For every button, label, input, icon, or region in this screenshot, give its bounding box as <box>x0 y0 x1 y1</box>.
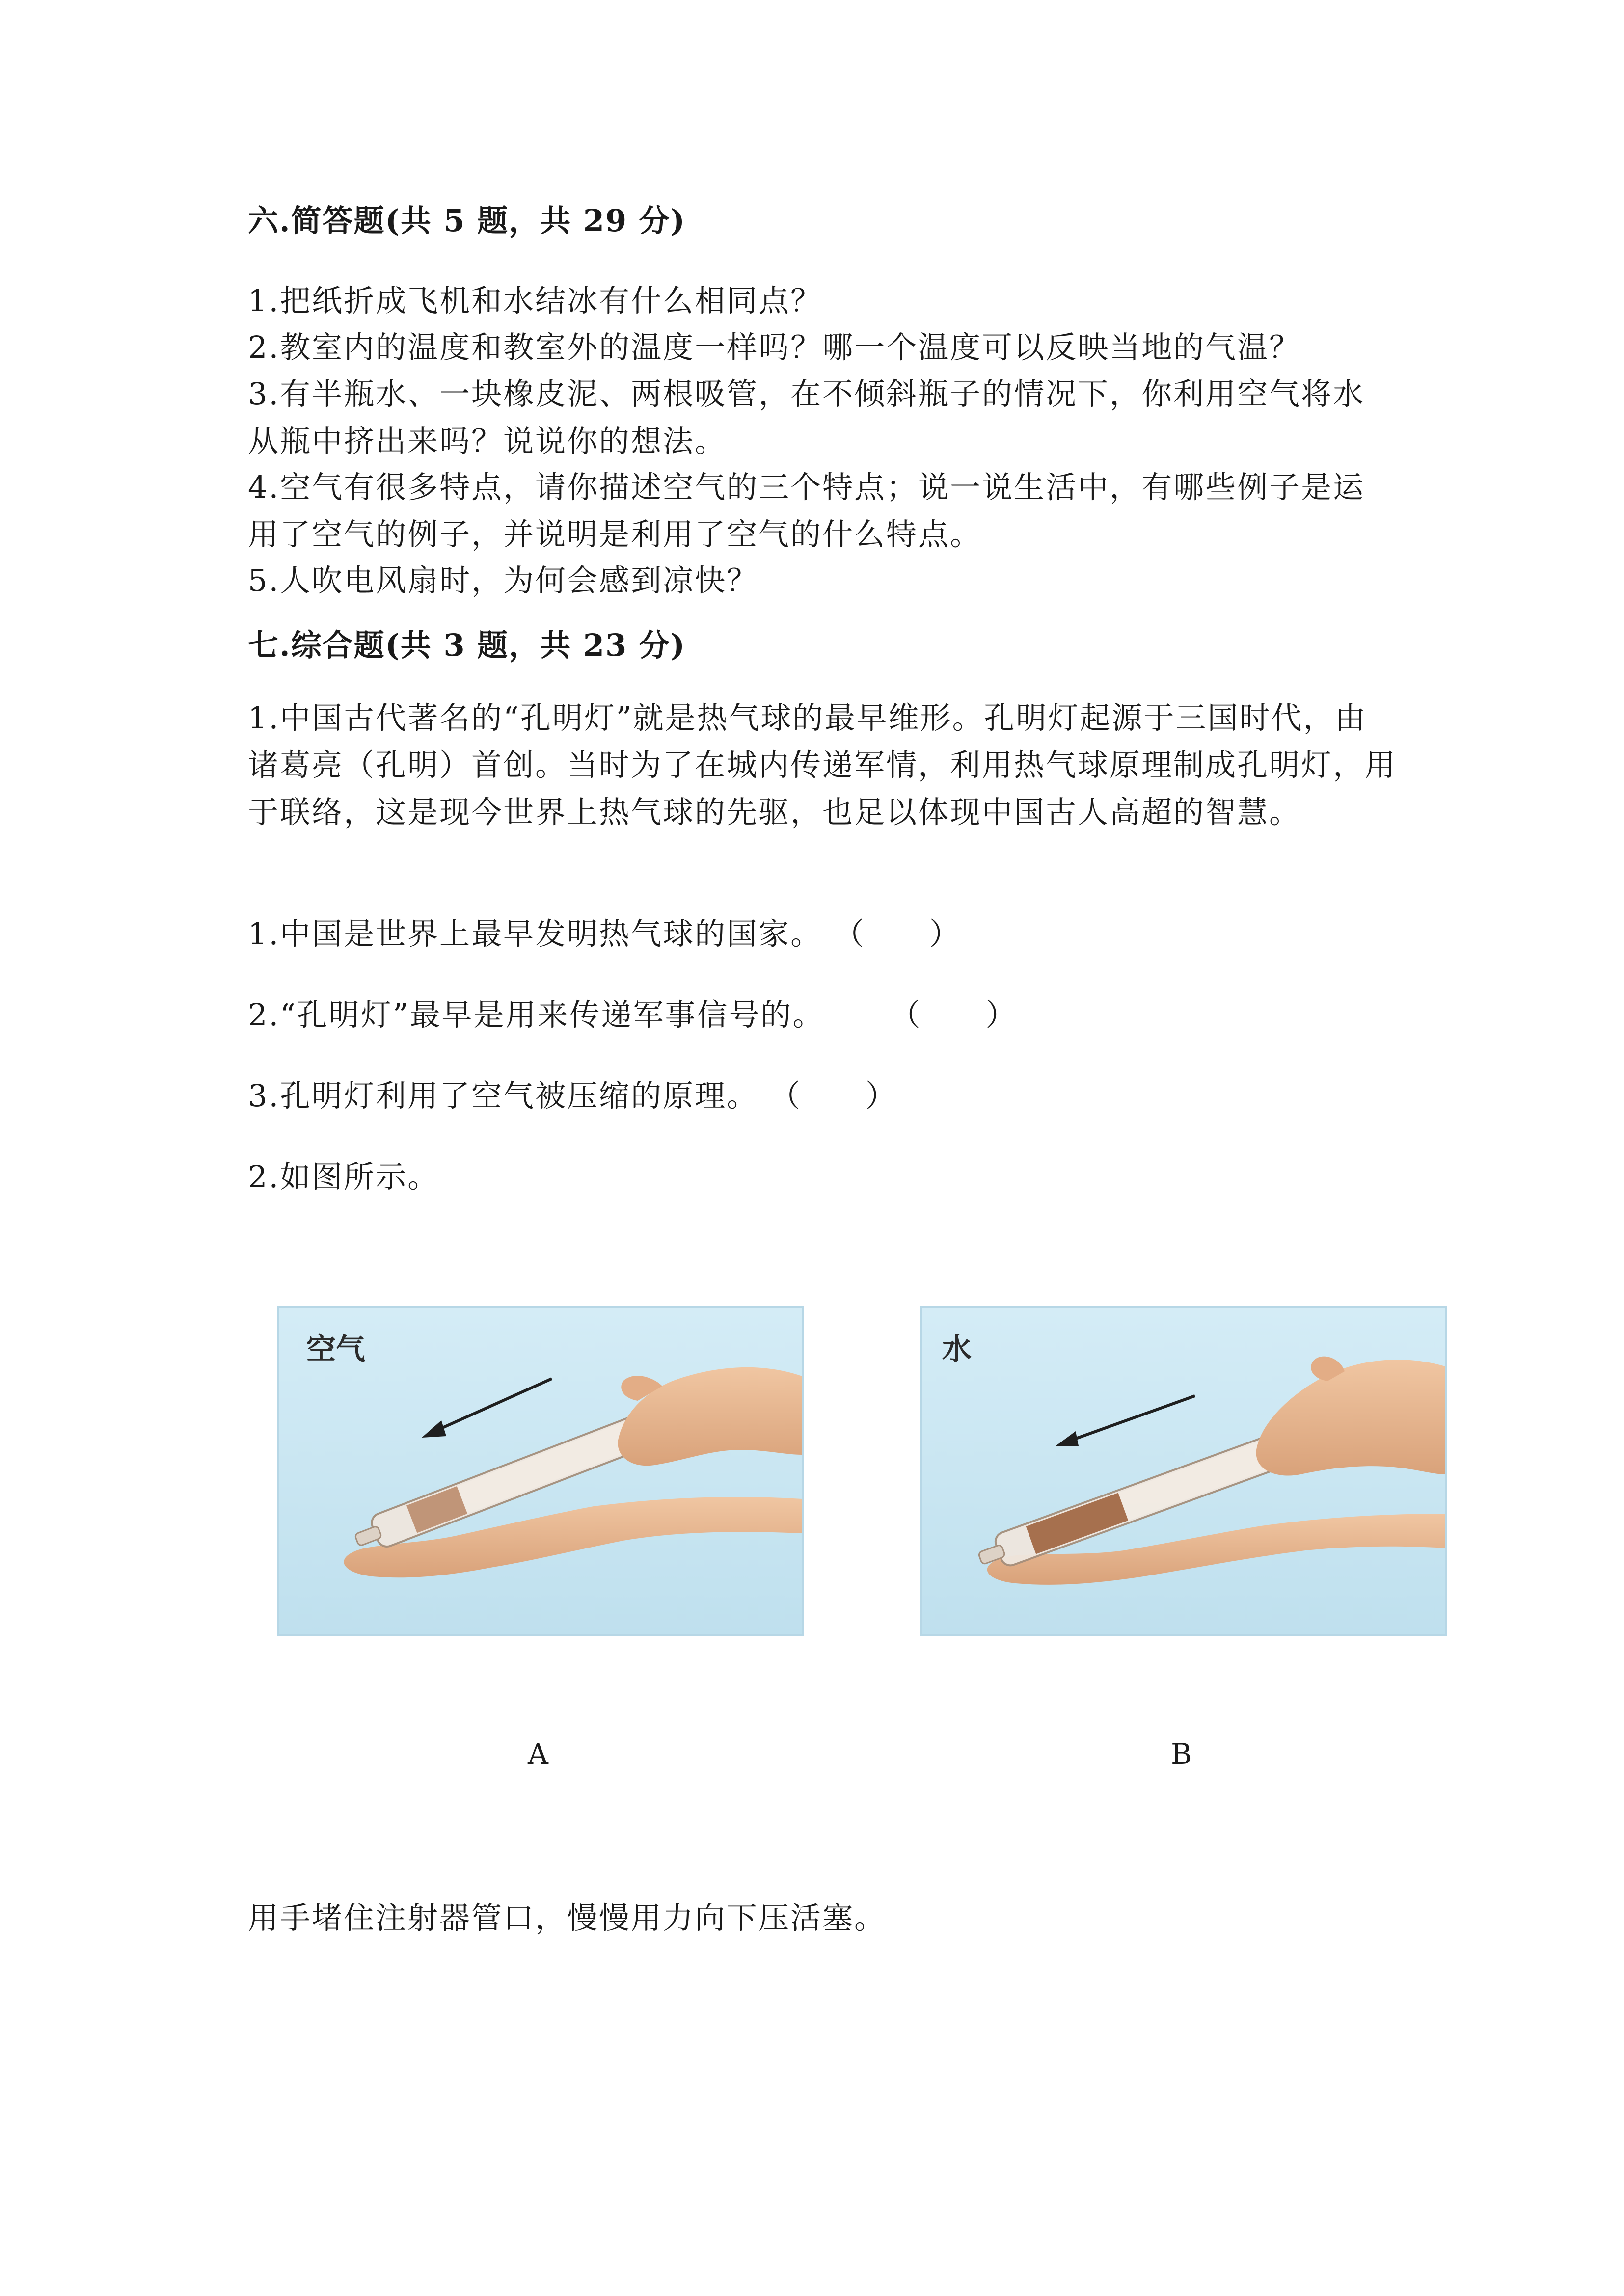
figure-b-caption: B <box>1171 1737 1192 1771</box>
question-7-1-passage: 1.中国古代著名的“孔明灯”就是热气球的最早维形。孔明灯起源于三国时代，由诸葛亮（孔明）首创。当时为了在城内传递军情，利用热气球原理制成孔明灯，用于联络，这是现今世界上热气球的先驱，也足以体现中国古人高超的智慧。 <box>248 700 1397 830</box>
judgment-3: 3.孔明灯利用了空气被压缩的原理。 （ ） <box>248 1078 897 1114</box>
section-7-heading: 七.综合题(共 3 题，共 23 分) <box>248 627 686 663</box>
judgment-2: 2.“孔明灯”最早是用来传递军事信号的。 （ ） <box>248 997 1018 1033</box>
question-6-4: 4.空气有很多特点，请你描述空气的三个特点；说一说生活中，有哪些例子是运用了空气的例子，并说明是利用了空气的什么特点。 <box>248 469 1365 552</box>
experiment-instruction: 用手堵住注射器管口，慢慢用力向下压活塞。 <box>248 1900 887 1936</box>
figure-a-inner-label: 空气 <box>306 1332 365 1366</box>
question-6-5: 5.人吹电风扇时，为何会感到凉快？ <box>248 562 759 598</box>
section-6-heading: 六.简答题(共 5 题，共 29 分) <box>248 203 686 239</box>
figure-b-water-syringe <box>920 1306 1447 1636</box>
figure-a-air-syringe <box>277 1306 804 1636</box>
question-6-3: 3.有半瓶水、一块橡皮泥、两根吸管，在不倾斜瓶子的情况下，你利用空气将水从瓶中挤出来吗？说说你的想法。 <box>248 376 1365 459</box>
figure-b-illustration <box>922 1308 1445 1634</box>
figure-b-inner-label: 水 <box>942 1332 972 1366</box>
figure-a-caption: A <box>528 1737 548 1771</box>
figure-a-illustration <box>279 1308 802 1634</box>
question-6-1: 1.把纸折成飞机和水结冰有什么相同点？ <box>248 283 823 319</box>
question-6-2: 2.教室内的温度和教室外的温度一样吗？哪一个温度可以反映当地的气温？ <box>248 329 1301 365</box>
judgment-1: 1.中国是世界上最早发明热气球的国家。 （ ） <box>248 916 961 952</box>
question-7-2: 2.如图所示。 <box>248 1159 440 1195</box>
